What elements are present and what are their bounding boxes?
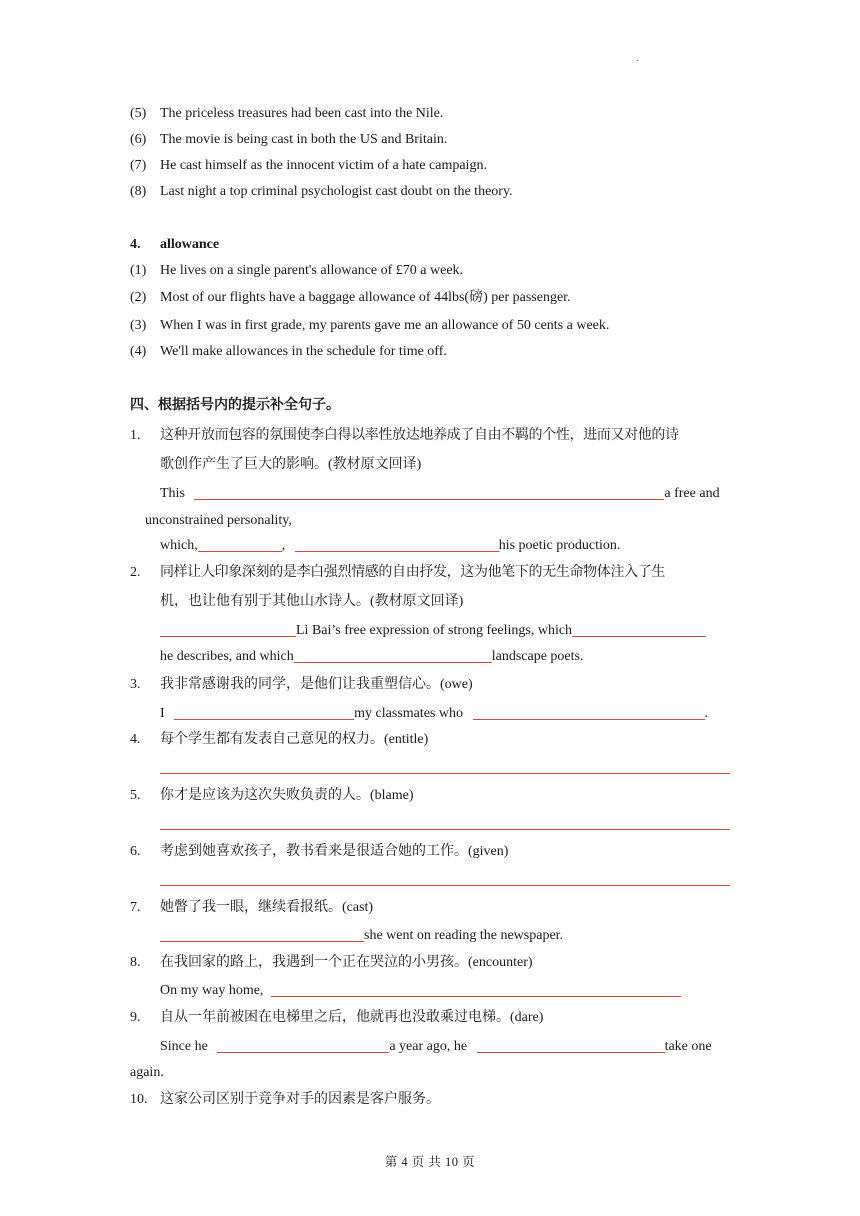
answer-blank[interactable] — [160, 829, 730, 830]
answer-line — [160, 927, 563, 945]
answer-text: he describes, and which — [160, 649, 294, 664]
question-chinese: 这家公司区别于竞争对手的因素是客户服务。 — [160, 1092, 440, 1107]
answer-line — [160, 537, 620, 555]
item-number: (5) — [130, 106, 147, 121]
item-number: (4) — [130, 344, 147, 359]
example-sentence: The movie is being cast in both the US and Britain. — [160, 132, 448, 147]
item-number: (7) — [130, 158, 147, 173]
question-number: 1. — [130, 428, 141, 443]
question-chinese: 自从一年前被困在电梯里之后，他就再也没敢乘过电梯。(dare) — [160, 1010, 544, 1025]
question-chinese: 我非常感谢我的同学，是他们让我重塑信心。(owe) — [160, 677, 473, 692]
question-chinese: 在我回家的路上，我遇到一个正在哭泣的小男孩。(encounter) — [160, 955, 533, 970]
example-sentence: He lives on a single parent's allowance of £70 a week. — [160, 263, 464, 278]
answer-blank[interactable] — [295, 537, 499, 552]
question-chinese: 你才是应该为这次失败负责的人。(blame) — [160, 788, 414, 803]
question-chinese: 每个学生都有发表自己意见的权力。(entitle) — [160, 732, 429, 747]
example-sentence: The priceless treasures had been cast into the Nile. — [160, 106, 444, 121]
question-number: 5. — [130, 788, 141, 803]
vocabulary-word: allowance — [160, 237, 220, 252]
question-number: 7. — [130, 900, 141, 915]
answer-text: On my way home, — [160, 983, 264, 998]
question-chinese: 她瞥了我一眼，继续看报纸。(cast) — [160, 900, 374, 915]
answer-line — [160, 1038, 712, 1056]
answer-text: my classmates who — [354, 706, 464, 721]
answer-text: a year ago, he — [389, 1039, 468, 1054]
answer-text: landscape poets. — [491, 649, 584, 664]
page-footer: 第 4 页 共 10 页 — [384, 1155, 476, 1169]
answer-line — [160, 982, 681, 1000]
example-sentence: When I was in first grade, my parents gave me an allowance of 50 cents a week. — [160, 318, 610, 333]
answer-blank[interactable] — [194, 485, 664, 500]
item-number: (1) — [130, 263, 147, 278]
answer-text: again. — [130, 1065, 164, 1080]
question-chinese: 机，也让他有别于其他山水诗人。(教材原文回译) — [160, 594, 464, 609]
question-number: 6. — [130, 844, 141, 859]
answer-text: a free and — [664, 486, 720, 501]
answer-line — [160, 705, 708, 723]
answer-blank[interactable] — [294, 648, 492, 663]
question-number: 2. — [130, 565, 141, 580]
answer-blank[interactable] — [271, 982, 681, 997]
example-sentence: Most of our flights have a baggage allowance of 44lbs(磅) per passenger. — [160, 290, 571, 305]
answer-line — [160, 485, 720, 503]
answer-text: unconstrained personality, — [145, 513, 292, 528]
item-number: (2) — [130, 290, 147, 305]
item-number: (8) — [130, 184, 147, 199]
answer-line — [160, 622, 706, 640]
answer-blank[interactable] — [174, 705, 354, 720]
answer-blank[interactable] — [473, 705, 705, 720]
answer-text: This — [160, 486, 185, 501]
example-sentence: He cast himself as the innocent victim of a hate campaign. — [160, 158, 487, 173]
answer-text: take one — [664, 1039, 712, 1054]
question-number: 4. — [130, 732, 141, 747]
answer-blank[interactable] — [160, 885, 730, 886]
example-sentence: Last night a top criminal psychologist cast doubt on the theory. — [160, 184, 513, 199]
question-number: 8. — [130, 955, 141, 970]
answer-blank[interactable] — [198, 537, 282, 552]
answer-text: Since he — [160, 1039, 208, 1054]
answer-text: , — [281, 538, 286, 553]
answer-blank[interactable] — [160, 927, 364, 942]
answer-text: his poetic production. — [498, 538, 621, 553]
question-chinese: 同样让人印象深刻的是李白强烈情感的自由抒发，这为他笔下的无生命物体注入了生 — [160, 565, 666, 580]
question-chinese: 考虑到她喜欢孩子，教书看来是很适合她的工作。(given) — [160, 844, 509, 859]
answer-text: she went on reading the newspaper. — [364, 928, 564, 943]
example-sentence: We'll make allowances in the schedule for time off. — [160, 344, 447, 359]
question-chinese: 这种开放而包容的氛围使李白得以率性放达地养成了自由不羁的个性，进而又对他的诗 — [160, 428, 679, 443]
answer-text: I — [160, 706, 165, 721]
answer-blank[interactable] — [572, 622, 706, 637]
item-number: (6) — [130, 132, 147, 147]
page-mark: · — [636, 56, 640, 67]
answer-line — [160, 648, 583, 666]
word-number: 4. — [130, 237, 141, 252]
section-title: 四、根据括号内的提示补全句子。 — [130, 397, 340, 413]
answer-text: . — [704, 706, 709, 721]
question-number: 10. — [130, 1092, 148, 1107]
answer-text: Li Bai’s free expression of strong feelings, which — [296, 623, 573, 638]
answer-blank[interactable] — [160, 773, 730, 774]
question-number: 3. — [130, 677, 141, 692]
answer-blank[interactable] — [217, 1038, 389, 1053]
answer-text: which, — [160, 538, 198, 553]
answer-blank[interactable] — [477, 1038, 665, 1053]
item-number: (3) — [130, 318, 147, 333]
question-chinese: 歌创作产生了巨大的影响。(教材原文回译) — [160, 457, 422, 472]
question-number: 9. — [130, 1010, 141, 1025]
answer-blank[interactable] — [160, 622, 296, 637]
